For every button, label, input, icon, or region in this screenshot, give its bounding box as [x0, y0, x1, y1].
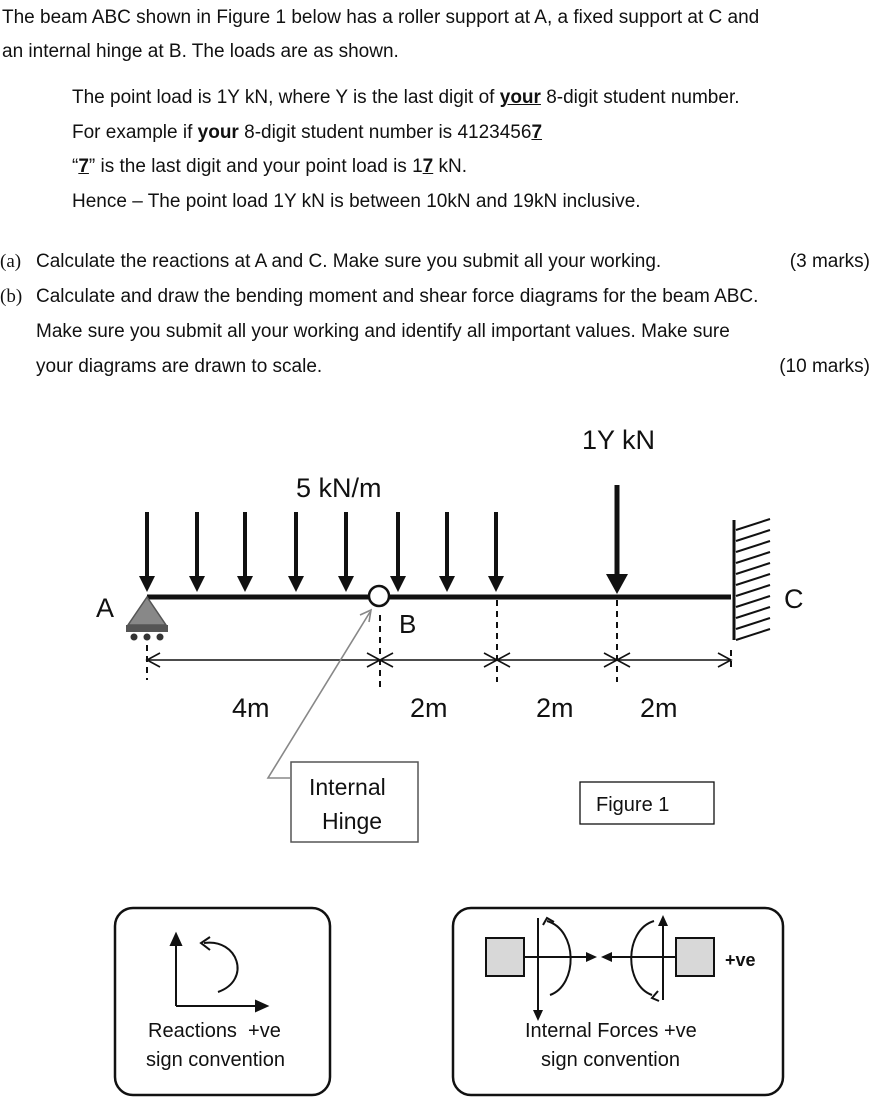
hinge-callout-line-2: Hinge: [322, 808, 383, 834]
dimension-guides: [147, 600, 731, 688]
internal-convention-line-2: sign convention: [541, 1049, 680, 1071]
intro-line-1: The beam ABC shown in Figure 1 below has a roller support at A, a fixed support at C and: [2, 7, 760, 28]
note-line-4: Hence – The point load 1Y kN is between 10kN and 19kN inclusive.: [72, 191, 641, 212]
hinge-callout-line-1: Internal: [309, 774, 386, 800]
dim-b-load1: 2m: [410, 693, 448, 723]
note-emphasis: your: [197, 122, 239, 143]
fixed-support-c: [734, 519, 770, 640]
note-text: The point load is 1Y kN, where Y is the last digit of: [72, 87, 500, 108]
point-load-arrow: [606, 485, 628, 594]
note-emphasis: 7: [531, 122, 543, 143]
figure-caption: Figure 1: [596, 794, 670, 816]
question-a-label: (a): [0, 251, 22, 272]
note-text: For example if: [72, 122, 198, 143]
note-emphasis: your: [499, 87, 541, 108]
point-load-label: 1Y kN: [582, 425, 656, 455]
label-a: A: [96, 593, 115, 623]
udl-arrows: [139, 512, 504, 592]
label-c: C: [784, 584, 804, 614]
question-b-marks: (10 marks): [779, 356, 870, 377]
note-text: 8-digit student number is 4123456: [238, 122, 532, 143]
question-a-marks: (3 marks): [789, 251, 870, 272]
note-text: “: [72, 156, 79, 177]
internal-convention-line-1: Internal Forces +ve: [525, 1020, 697, 1042]
reactions-convention-line-2: sign convention: [146, 1049, 285, 1071]
question-a-text: Calculate the reactions at A and C. Make sure you submit all your working.: [36, 251, 662, 272]
question-b-text-1: Calculate and draw the bending moment and shear force diagrams for the beam ABC.: [36, 286, 759, 307]
internal-hinge: [369, 586, 389, 606]
question-b-text-3: your diagrams are drawn to scale.: [36, 356, 323, 377]
note-text: ” is the last digit and your point load is 1: [88, 156, 423, 177]
note-text: 8-digit student number.: [540, 87, 740, 108]
roller-support-a: [126, 597, 168, 641]
dim-load1-load2: 2m: [536, 693, 574, 723]
reactions-convention-line-1: Reactions +ve: [148, 1020, 281, 1042]
udl-label: 5 kN/m: [296, 473, 382, 503]
ve-label: +ve: [725, 950, 756, 970]
question-b-label: (b): [0, 286, 23, 307]
note-emphasis: 7: [422, 156, 434, 177]
intro-line-2: an internal hinge at B. The loads are as shown.: [2, 41, 399, 62]
note-emphasis: 7: [78, 156, 89, 177]
note-text: kN.: [433, 156, 468, 177]
dim-load2-c: 2m: [640, 693, 678, 723]
hinge-callout-leader: [268, 612, 370, 778]
label-b: B: [399, 609, 417, 639]
dim-ab: 4m: [232, 693, 270, 723]
question-b-text-2: Make sure you submit all your working and identify all important values. Make sure: [36, 321, 730, 342]
dimension-line: [147, 653, 731, 667]
